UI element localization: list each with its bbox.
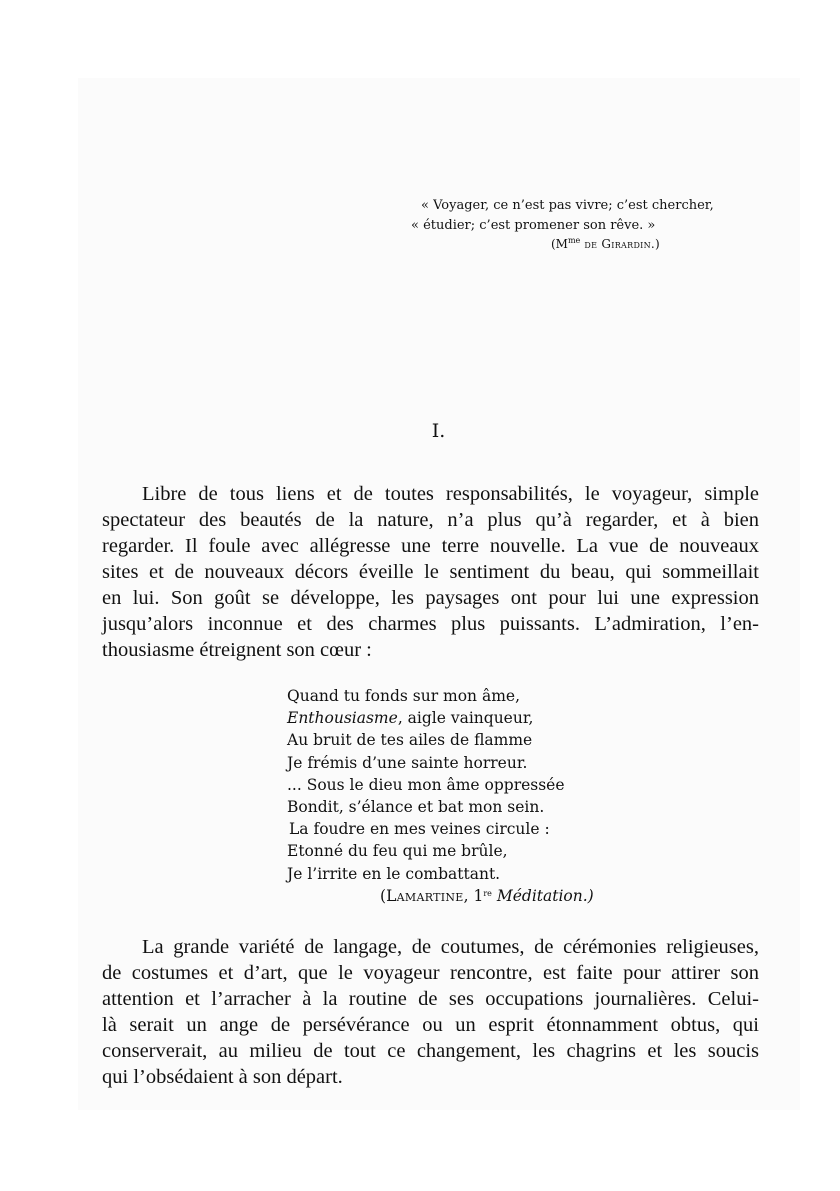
poem-attribution: (Lamartine, 1re Méditation.) — [380, 886, 594, 905]
paragraph-line: là serait un ange de persévérance ou un esprit étonnamment obtus, qui — [102, 1014, 759, 1036]
poem-quotation — [287, 685, 594, 907]
epigraph-line-2: « étudier; c’est promener son rêve. » — [411, 218, 656, 233]
poem-verse: Quand tu fonds sur mon âme, — [287, 687, 521, 705]
paragraph-line: regarder. Il foule avec allégresse une terre nouvelle. La vue de nouveaux — [102, 535, 759, 557]
paragraph-1 — [102, 481, 759, 663]
paragraph-line: La grande variété de langage, de coutumes, de cérémonies religieuses, — [142, 936, 759, 958]
paragraph-line: qui l’obsédaient à son départ. — [102, 1066, 343, 1088]
epigraph-attribution: ($M^{me}$ de Girardin.) — [551, 236, 661, 251]
chapter-number: I. — [431, 420, 446, 442]
poem-verse: Au bruit de tes ailes de flamme — [287, 731, 533, 750]
paragraph-line: Libre de tous liens et de toutes responsabilités, le voyageur, simple — [142, 483, 759, 505]
poem-verse: Bondit, s’élance et bat mon sein. — [287, 798, 545, 817]
epigraph-line-1: « Voyager, ce n’est pas vivre; c’est chercher, — [421, 198, 714, 213]
poem-verse: La foudre en mes veines circule : — [289, 820, 550, 839]
paragraph-line: attention et l’arracher à la routine de ses occupations journalières. Celui- — [102, 988, 759, 1010]
paragraph-line: jusqu’alors inconnue et des charmes plus puissants. L’admiration, l’en- — [102, 613, 759, 635]
poem-verse: Je l’irrite en le combattant. — [287, 864, 501, 883]
paragraph-line: sites et de nouveaux décors éveille le sentiment du beau, qui sommeillait — [102, 561, 759, 583]
paragraph-line: spectateur des beautés de la nature, n’a plus qu’à regarder, et à bien — [102, 509, 759, 531]
poem-verse: Enthousiasme, aigle vainqueur, — [287, 709, 534, 728]
poem-verse: ... Sous le dieu mon âme oppressée — [287, 775, 565, 794]
paragraph-line: de costumes et d’art, que le voyageur rencontre, est faite pour attirer son — [102, 962, 759, 984]
paragraph-line: conserverait, au milieu de tout ce changement, les chagrins et les soucis — [102, 1040, 759, 1062]
paragraph-line: thousiasme étreignent son cœur : — [102, 639, 372, 661]
paragraph-2 — [102, 934, 759, 1090]
poem-verse: Je frémis d’une sainte horreur. — [287, 753, 528, 772]
poem-verse: Etonné du feu qui me brûle, — [287, 842, 508, 861]
paragraph-line: en lui. Son goût se développe, les paysages ont pour lui une expression — [102, 587, 759, 609]
